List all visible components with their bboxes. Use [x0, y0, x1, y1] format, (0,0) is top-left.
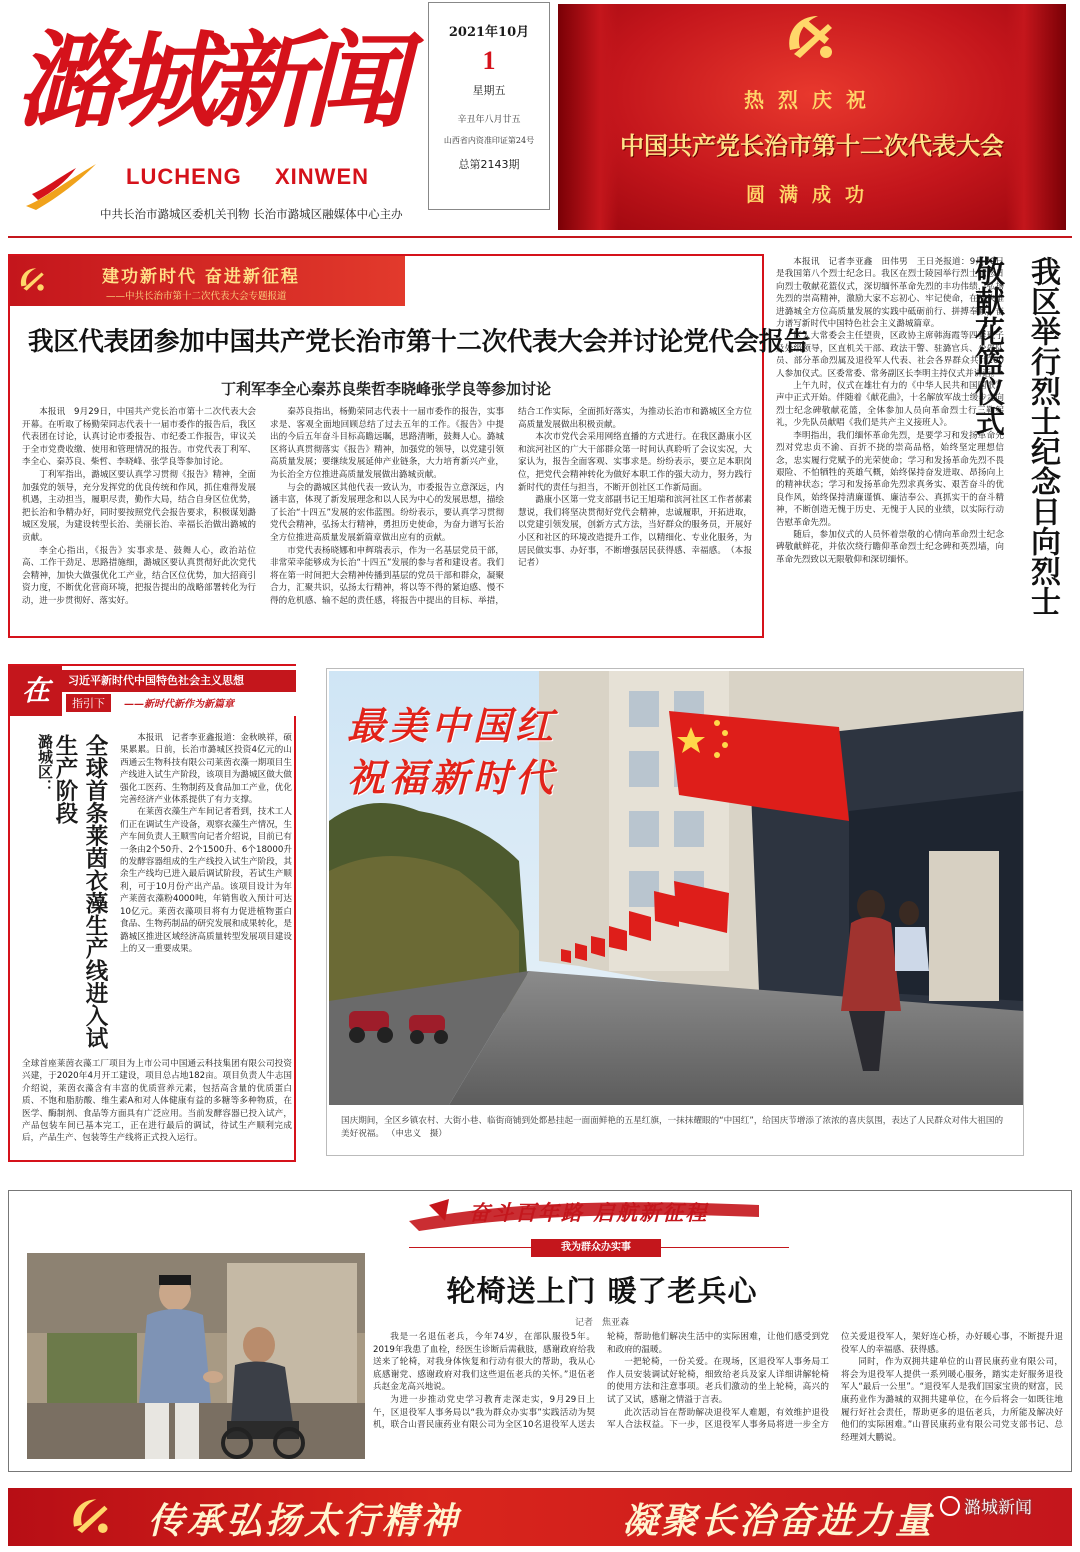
story4-headline: 轮椅送上门 暖了老兵心	[446, 1274, 758, 1308]
banner-line3: 圆满成功	[745, 184, 878, 206]
newspaper-title: 潞城新闻	[16, 19, 401, 142]
party-emblem-icon	[66, 1494, 114, 1540]
issue-number: 总第2143期	[458, 158, 520, 171]
photo-text	[341, 1115, 1011, 1141]
congress-banner	[558, 4, 1066, 230]
date-box	[428, 2, 550, 210]
photo-caption-line1: 最美中国红	[347, 703, 558, 748]
story3-body	[120, 732, 292, 1056]
story1-paragraph: 本报讯 9月29日，中国共产党长治市第十二次代表大会开幕。在听取了杨勤荣同志代表十一届市委作的报告后，我区代表团在讨论，认真讨论市委报告、市纪委工作报告，审议关于全市党费收缴、使用和管理情况的报告。市党代表丁利军、李全心、秦苏良、柴哲、李晓峰、张学良等参加讨论。	[22, 407, 256, 468]
section-flag-thought	[10, 666, 296, 716]
flag-slogan: ——新时代新作为新篇章	[124, 699, 234, 710]
photo-credit: （申忠义 摄）	[386, 1129, 447, 1139]
flag-badge: 在	[10, 666, 62, 716]
watermark-text: 潞城新闻	[964, 1498, 1032, 1518]
story1-paragraph: 与会的潞城区其他代表一致认为，市委报告立意深远，内涵丰富，体现了新发展理念和以人民为中心的发展思想，描绘了长治“十四五”发展的宏伟蓝图。纷纷表示，要认真学习贯彻党代会精神，弘扬太行精神，勇担历史使命，为奋力谱写长治全方位推进高质量发展新篇章做出应有的贡献。	[270, 482, 504, 543]
story4-paragraph: 为进一步推动党史学习教育走深走实，9月29日上午，区退役军人事务局以“我为群众办实事”实践活动为契机，联合山晋民康药业有限公司为全区10名退役军人送去轮椅，帮助他们解决生活中的实际困难，让他们感受到党和政府的温暖。	[373, 1332, 829, 1431]
story-wheelchair	[8, 1190, 1072, 1472]
story3-paragraph: 全球首座莱茵衣藻工厂项目为上市公司中国通云科技集团有限公司投资兴建，于2020年4月开工建设，项目总占地182亩。项目负责人牛志国介绍说，莱茵衣藻含有丰富的优质营养元素，包括高含量的优质蛋白质、不饱和脂肪酸、维生素A和对人体健康有益的多糖等多种物质，在医学、酶制剂、食品等方面具有广泛应用。当前发酵容器已投入试产，产品包装车间已基本完工，正在进行最后的调试，待试生产顺利完成后，产品生产、包装等生产线将正式投入运行。	[22, 1059, 292, 1144]
street-flags-photo	[329, 671, 1023, 1105]
title-en-right: XINWEN	[275, 164, 369, 189]
date-weekday: 星期五	[472, 84, 506, 97]
party-emblem-icon	[16, 264, 48, 296]
story2-paragraph: 本报讯 记者李亚鑫 田伟男 王日尧报道：9月30日是我国第八个烈士纪念日。我区在烈士陵园举行烈士纪念日向烈士敬献花篮仪式，深切缅怀革命先烈的丰功伟绩，弘扬先烈的崇高精神，激励大家不忘初心、牢记使命，在加快推进潞城全方位高质量发展的实践中砥砺前行、拼搏奉献，奋力谱写新时代中国特色社会主义潞城篇章。	[776, 257, 1004, 330]
story4-kicker: 我为群众办实事	[531, 1239, 661, 1257]
story1-paragraph: 潞康小区第一党支部副书记王旭瑞和滨河社区工作者郝素慧说，我们将坚决贯彻好党代会精神，忠诚履职，开拓进取，以党建引领发展，创新方式方法，当好群众的服务员，开展好小区和社区的环境改造提升工作，以精细化、专业化服务，为居民做实事、办好事，不断增强居民获得感、幸福感。 （本报记者）	[518, 495, 752, 569]
story2-paragraph: 区人大常委会主任望贵，区政协主席韩海霞等四套班子及处级领导，区直机关干部、政法干警、驻潞官兵、少先队员、部分革命烈属及退役军人代表、社会各界群众共计200人参加仪式。区委常委、常务副区长李明主持仪式并讲话。	[776, 331, 1004, 379]
story1-body	[22, 406, 752, 628]
story4-paragraph: 同时，作为双拥共建单位的山晋民康药业有限公司，将会为退役军人提供一系列暖心服务，踏实走好服务退役军人“最后一公里”。“退役军人是我们国家宝贵的财富，民康药业作为潞城的双拥共建单位，在今后将会一如既往地履行好社会责任，帮助更多的退伍老兵，力所能及解决好他们的实际困难。”山晋民康药业有限公司党支部书记、总经理刘大鹏说。	[841, 1357, 1063, 1443]
date-lunar: 辛丑年八月廿五	[457, 115, 521, 125]
story-congress-delegation	[8, 254, 810, 638]
section-kicker-main: 建功新时代 奋进新征程	[102, 267, 300, 287]
masthead-divider	[8, 236, 1072, 238]
story1-headline: 我区代表团参加中国共产党长治市第十二次代表大会并讨论党代会报告	[28, 327, 810, 357]
flag-sub: 指引下	[66, 694, 111, 712]
watermark	[940, 1493, 1032, 1518]
story4-body	[373, 1331, 1063, 1463]
photo-description: 国庆期间，全区乡镇农村、大街小巷、临街商铺到处都悬挂起一面面鲜艳的五星红旗，一抹抹耀眼的“中国红”，给国庆节增添了浓浓的喜庆氛围，表达了人民群众对伟大祖国的美好祝福。	[341, 1116, 1004, 1139]
publish-permit: 山西省内资准印证第24号	[443, 136, 535, 145]
story3-headline: 全球首条莱茵衣藻生产线进入试生产阶段	[52, 734, 108, 1049]
title-en-left: LUCHENG	[126, 164, 242, 189]
story1-paragraph: 李全心指出，《报告》实事求是、鼓舞人心，政治站位高、工作干劲足、思路措施细，潞城区要认真贯彻好此次党代会精神，加快大做强优化工产业，结合区位优势，加大招商引资力度，不断优化营商环境，把报告提出的战略部署转化为行动，进一步贯彻好、落实好。	[22, 545, 256, 606]
date-day: 1	[482, 46, 496, 75]
story2-paragraph: 李明指出，我们缅怀革命先烈，是要学习和发扬革命先烈对党忠贞不渝、百折不挠的崇高品格，始终坚定理想信念，忠实履行党赋予的光荣使命；学习和发扬革命先烈不畏艰险、不怕牺牲的英雄气概，始终保持奋发进取、昂扬向上的精神状态；学习和发扬革命先烈求真务实、艰苦奋斗的优良作风，始终保持清廉谨慎、廉洁奉公、真抓实干的奋斗精神，不断创造无愧于历史、无愧于人民的业绩，以实际行动告慰革命先烈。	[776, 430, 1004, 528]
party-emblem-icon	[780, 10, 840, 66]
story1-paragraph: 秦苏良指出，杨勤荣同志代表十一届市委作的报告，实事求是、客观全面地回顾总结了过去五年的工作。《报告》中提出的今后五年奋斗目标高瞻远瞩，思路清晰，鼓舞人心。潞城区将认真贯彻落实《报告》精神，加强党的领导，以党建引领高质量发展；要继续发展延伸产业链条，大力培育新兴产业，为长治全方位推进高质量发展做出潞城贡献。	[270, 407, 504, 480]
banner-line2: 中国共产党长治市第十二次代表大会	[620, 131, 1004, 160]
flag-title: 习近平新时代中国特色社会主义思想	[62, 670, 296, 692]
masthead	[0, 0, 1080, 238]
story3-kicker: 潞城区：	[36, 734, 54, 794]
date-year-month: 2021年10月	[448, 25, 530, 40]
photo-caption-line2: 祝福新时代	[347, 755, 558, 800]
swoosh-logo-icon	[22, 160, 102, 214]
story4-byline: 记者 焦亚森	[574, 1318, 629, 1328]
story2-paragraph: 上午九时，仪式在雄壮有力的《中华人民共和国国歌》声中正式开始。伴随着《献花曲》，十名解放军战士缓步走向烈士纪念碑敬献花篮，全体参加人员向革命烈士行三鞠躬礼，少先队员献唱《我们是共产主义接班人》。	[776, 381, 1004, 429]
bottom-slogan-banner	[8, 1488, 1072, 1546]
section-flag	[10, 256, 405, 306]
story-chlamydomonas-line	[8, 664, 296, 1162]
story3-body-bottom	[22, 1058, 292, 1154]
banner-line1: 热烈庆祝	[744, 88, 880, 112]
sponsor-line: 中共长治市潞城区委机关刊物 长治市潞城区融媒体中心主办	[100, 207, 403, 221]
story2-headline: 我区举行烈士纪念日向烈士敬献花篮仪式	[969, 256, 1060, 616]
story1-paragraph: 市党代表杨晓娜和申辉瑞表示，作为一名基层党员干部，非常荣幸能够成为长治“十四五”发展的参与者和建设者。我们将在第一时间把大会精神传播到基层的党员干部和群众，凝聚合力，汇聚共识，弘扬太行精神，将以等不得的紧迫感、慢不得的危机感、输不起的责任感，将报告中提出的目标、举措，结合工作实际，全面抓好落实，为推动长治市和潞城区全方位高质量发展做出积极贡献。	[270, 407, 752, 606]
story3-paragraph: 在莱茵衣藻生产车间记者看到，技术工人们正在调试生产设备，观察衣藻生产情况，生产车间负责人王顺雪向记者介绍说，目前已有一条由2个50升、2个1500升、6个18000升的发酵容器组成的生产线投入试生产阶段，其余生产线均已进入最后调试阶段，若试生产顺利，可于10月份产出产品。该项目设计为年产莱茵衣藻粉4000吨，年销售收入预计可达10亿元。莱茵衣藻项目将有力促进植物蛋白食品、生物药制品的研究发展和成果转化，是潞城区推进区域经济高质量转型发展项目建设上的又一重要成果。	[120, 807, 292, 954]
veteran-photo	[27, 1253, 365, 1459]
story4-paragraph: 一把轮椅，一份关爱。在现场，区退役军人事务局工作人员安装调试好轮椅，细致给老兵及家人详细讲解轮椅的使用方法和注意事项。老兵们激动的坐上轮椅，高兴的试了又试，感谢之情溢于言表。	[607, 1357, 829, 1405]
bottom-slogan-left: 传承弘扬太行精神	[148, 1500, 461, 1542]
wechat-account-icon	[940, 1496, 960, 1516]
story4-paragraph: 此次活动旨在帮助解决退役军人难题，有效维护退役军人合法权益。下一步，区退役军人事务局将进一步全方位关爱退役军人，架好连心桥，办好暖心事，不断提升退役军人的幸福感、获得感。	[607, 1332, 1063, 1431]
story3-paragraph: 本报讯 记者李亚鑫报道：金秋映祥，硕果累累。日前，长治市潞城区投资4亿元的山西通云生物科技有限公司莱茵衣藻一期项目生产线进入试生产阶段，该项目为潞城区做大做强化工医药、生物制药及食品加工产业，优化完善经济产业体系提供了有力支撑。	[120, 733, 292, 806]
photo-feature	[326, 668, 1024, 1156]
slogan-text: 奋斗百年路 启航新征程	[469, 1200, 709, 1225]
section-kicker-sub: ——中共长治市第十二次代表大会专题报道	[106, 291, 287, 302]
story1-paragraph: 本次市党代会采用网络直播的方式进行。在我区潞康小区和滨河社区的广大干部群众第一时间认真聆听了会议实况，大家认为，报告全面客观、实事求是。纷纷表示，要立足本职岗位，把党代会精神转化为做好本职工作的强大动力，努力践行新时代的责任与担当，不断开创社区工作新局面。	[518, 432, 752, 493]
story2-paragraph: 随后，参加仪式的人员怀着崇敬的心情向革命烈士纪念碑敬献鲜花，并依次绕行瞻仰革命烈士纪念碑和英烈墙，向革命先烈致以无限敬仰和深切缅怀。	[776, 529, 1004, 565]
bottom-slogan-right: 凝聚长治奋进力量	[622, 1500, 935, 1542]
story1-subhead: 丁利军李全心秦苏良柴哲李晓峰张学良等参加讨论	[220, 380, 551, 398]
story4-paragraph: 我是一名退伍老兵，今年74岁，在部队服役5年。2019年我患了血栓，经医生诊断后需截肢，感谢政府给我送来了轮椅，对我身体恢复和行动有很大的帮助，我从心底感谢党、感谢政府对我们这些退伍老兵的关怀。”退伍老兵赵金龙高兴地说。	[373, 1332, 595, 1393]
story1-paragraph: 丁利军指出，潞城区要认真学习贯彻《报告》精神，全面加强党的领导，充分发挥党的优良传统和作风，抓住难得发展机遇，主动担当，履职尽责，勤作大局，结合自身区位优势，把长治和争精办好，同时要按照党代会报告要求，积极谋划潞城区发展，为建设转型长治、美丽长治、幸福长治做出潞城的贡献。	[22, 469, 256, 543]
veteran-handshake-image	[27, 1253, 365, 1459]
